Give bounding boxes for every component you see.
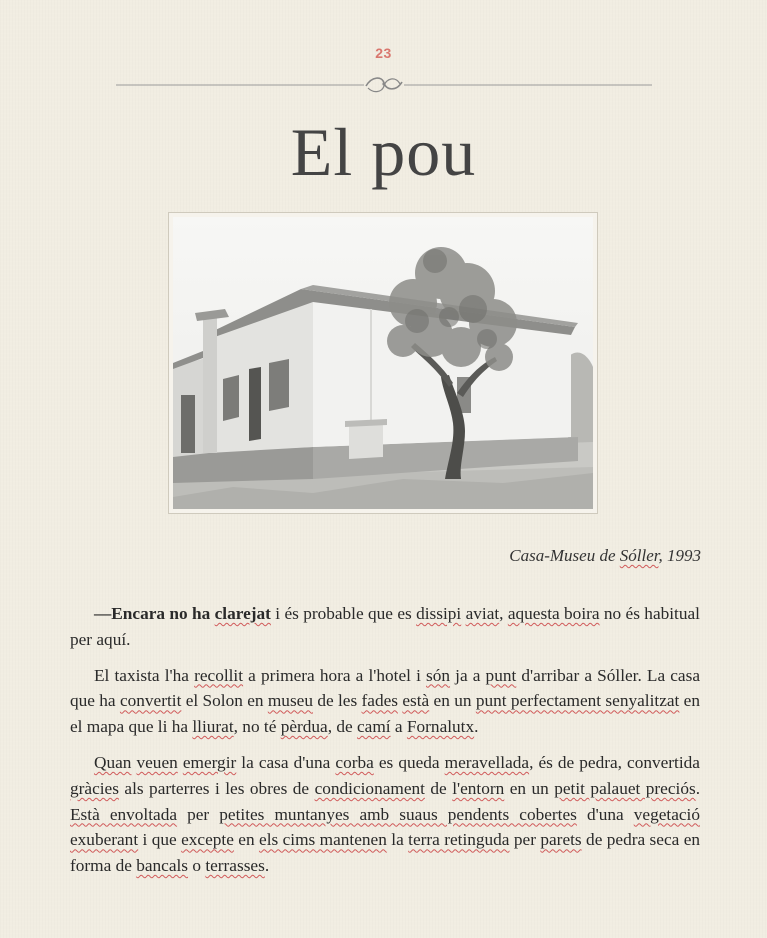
spellcheck-word: camí: [357, 717, 391, 737]
caption-text: Casa-Museu de: [509, 546, 620, 565]
text-run: o: [188, 856, 206, 876]
text-run: no és habitual per aquí.: [70, 604, 700, 649]
spellcheck-word: dissipi: [416, 604, 462, 623]
spellcheck-word: emergir: [182, 752, 237, 772]
text-run: als parterres i les obres de: [118, 778, 315, 798]
spellcheck-word: Quan: [94, 752, 132, 772]
text-run: ,: [499, 604, 508, 623]
text-run: a: [390, 717, 407, 737]
spellcheck-word: condicionament: [314, 778, 425, 798]
text-run: a primera hora a l'hotel i: [243, 665, 426, 685]
spellcheck-word: gràcies: [70, 778, 119, 798]
body-text: [70, 601, 700, 889]
flourish-ornament-icon: [116, 72, 652, 96]
paragraph-2: [70, 663, 700, 740]
spellcheck-word: museu: [267, 691, 313, 711]
text-run: , no té: [233, 717, 281, 737]
text-run: i que: [138, 830, 182, 850]
em-dash: —: [94, 604, 112, 623]
spellcheck-word: excepte: [181, 830, 234, 850]
text-run: en el mapa que li ha: [70, 691, 700, 737]
spellcheck-word: corba: [335, 752, 374, 772]
caption-place: Sóller: [619, 546, 659, 565]
text-run: es queda: [373, 752, 445, 772]
text-run: El taxista l'ha: [94, 665, 195, 685]
spellcheck-word: aviat: [465, 604, 500, 623]
text-run: ja a: [450, 665, 486, 685]
spellcheck-word: Fornalutx: [406, 717, 475, 737]
text-run: , és de pedra, convertida: [529, 752, 700, 772]
spellcheck-word: convertit: [119, 691, 182, 711]
bold-lead-word: clarejat: [214, 604, 271, 623]
spellcheck-word: terrasses: [205, 856, 265, 876]
text-run: en: [233, 830, 260, 850]
text-run: la: [386, 830, 409, 850]
spellcheck-word: punt perfectament senyalitzat: [475, 691, 680, 711]
spellcheck-word: petit palauet preciós: [554, 778, 696, 798]
spellcheck-word: els cims mantenen: [259, 830, 387, 850]
spellcheck-word: parets: [540, 830, 582, 850]
caption-year: , 1993: [658, 546, 701, 565]
ornamental-divider: [116, 72, 652, 96]
bold-lead: Encara no ha: [111, 604, 215, 623]
paragraph-3: [70, 750, 700, 879]
text-run: en un: [504, 778, 555, 798]
spellcheck-word: aquesta boira: [507, 604, 600, 623]
spellcheck-word: punt: [485, 665, 517, 685]
house-photo: [173, 217, 593, 509]
text-run: d'arribar a Sóller. La casa que ha: [70, 665, 701, 711]
spellcheck-word: terra retinguda: [408, 830, 510, 850]
text-run: per: [177, 804, 220, 824]
text-run: la casa d'una: [236, 752, 336, 772]
text-run: per: [509, 830, 541, 850]
paragraph-1: [70, 601, 700, 653]
spellcheck-word: Està envoltada: [70, 804, 178, 824]
spellcheck-word: són: [426, 665, 451, 685]
text-run: de: [424, 778, 453, 798]
text-run: .: [695, 778, 701, 798]
photo-caption: [509, 546, 701, 566]
text-run: .: [264, 856, 270, 876]
text-run: el Solon en: [181, 691, 268, 711]
text-run: , de: [327, 717, 358, 737]
text-run: de les: [312, 691, 362, 711]
page-number: 23: [375, 45, 392, 61]
photo-frame: [168, 212, 598, 514]
spellcheck-word: pèrdua: [280, 717, 328, 737]
spellcheck-word: bancals: [136, 856, 189, 876]
chapter-title: El pou: [290, 114, 477, 190]
spellcheck-word: meravellada: [444, 752, 530, 772]
text-run: d'una: [576, 804, 634, 824]
spellcheck-word: està: [402, 691, 430, 711]
spellcheck-word: lliurat: [192, 717, 234, 737]
text-run: de pedra seca en forma de: [70, 830, 701, 876]
spellcheck-word: fades: [361, 691, 398, 711]
spellcheck-word: recollit: [194, 665, 244, 685]
text-run: .: [474, 717, 479, 737]
text-run: i és probable que es: [270, 604, 417, 623]
spellcheck-word: l'entorn: [452, 778, 505, 798]
spellcheck-word: vegetació exuberant: [70, 804, 700, 850]
spellcheck-word: petites muntanyes amb suaus pendents cobertes: [219, 804, 577, 824]
text-run: en un: [429, 691, 476, 711]
spellcheck-word: veuen: [136, 752, 178, 772]
